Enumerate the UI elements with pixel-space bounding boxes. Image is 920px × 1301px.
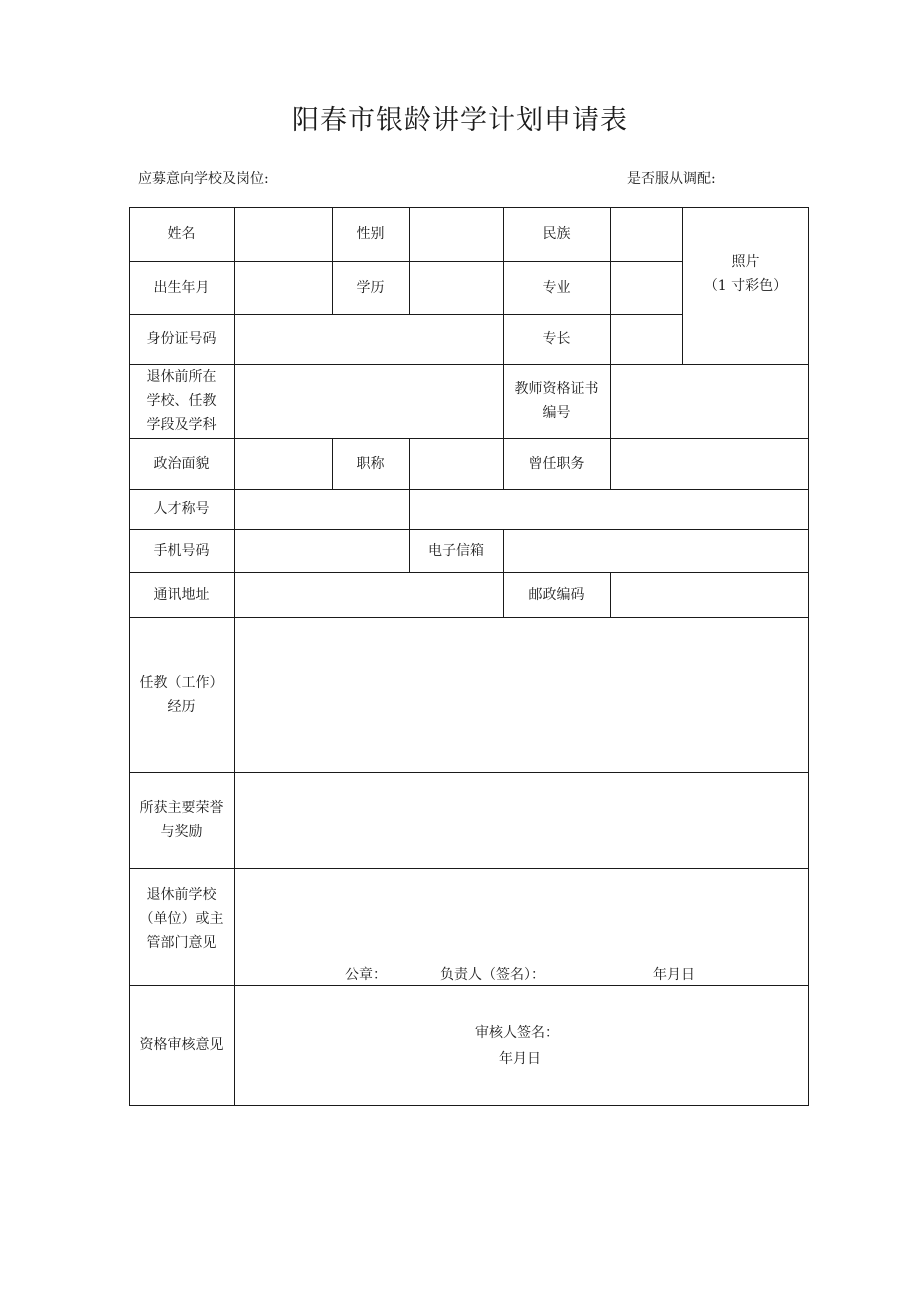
prev-school-label: 退休前所在 学校、任教 学段及学科	[146, 369, 217, 433]
reviewer-signature-label: 审核人签名：	[475, 1025, 559, 1041]
gender-label: 性别	[356, 226, 385, 242]
education-label: 学历	[356, 279, 385, 296]
specialty-label: 专长	[542, 331, 571, 347]
id-number-label: 身份证号码	[146, 331, 217, 347]
unit-date-label: 年月日	[653, 967, 695, 983]
talent-title-field[interactable]	[234, 489, 809, 529]
form-title: 阳春市银龄讲学计划申请表	[292, 105, 628, 136]
unit-seal-label: 公章：	[345, 967, 387, 983]
political-status-label: 政治面貌	[153, 455, 210, 472]
birth-field[interactable]	[234, 261, 332, 314]
mobile-field[interactable]	[234, 529, 409, 572]
unit-responsible-signature-label: 负责人（签名）：	[440, 967, 545, 983]
education-field[interactable]	[409, 261, 503, 314]
name-field[interactable]	[234, 207, 332, 261]
work-history-label: 任教（工作） 经历	[139, 674, 224, 715]
honors-label: 所获主要荣誉 与奖励	[139, 800, 224, 840]
address-field[interactable]	[234, 572, 503, 617]
prev-school-field[interactable]	[234, 364, 503, 438]
id-number-field[interactable]	[234, 314, 503, 364]
teacher-cert-field[interactable]	[610, 364, 809, 438]
email-field[interactable]	[503, 529, 809, 572]
honors-field[interactable]	[234, 772, 809, 868]
photo-size-note: （1 寸彩色）	[703, 277, 788, 294]
school-position-label: 应募意向学校及岗位:	[138, 171, 269, 187]
postcode-label: 邮政编码	[528, 586, 585, 603]
name-label: 姓名	[167, 226, 196, 242]
qualification-review-label: 资格审核意见	[139, 1037, 224, 1053]
review-date-label: 年月日	[499, 1051, 541, 1067]
work-history-field[interactable]	[234, 617, 809, 772]
specialty-field[interactable]	[610, 314, 682, 364]
photo-label: 照片	[731, 253, 760, 270]
mobile-label: 手机号码	[153, 542, 210, 559]
qualification-review-field[interactable]	[234, 985, 809, 1105]
former-duty-label: 曾任职务	[528, 455, 585, 472]
ethnicity-field[interactable]	[610, 207, 682, 261]
title-rank-label: 职称	[356, 455, 385, 472]
talent-title-label: 人才称号	[153, 501, 210, 517]
photo-box[interactable]	[682, 207, 809, 364]
teacher-cert-label: 教师资格证书 编号	[514, 381, 599, 421]
gender-field[interactable]	[409, 207, 503, 261]
email-label: 电子信箱	[428, 542, 484, 559]
accept-allocation-label: 是否服从调配:	[627, 171, 716, 187]
unit-opinion-label: 退休前学校 （单位）或主 管部门意见	[139, 886, 224, 951]
table-border-bottom	[129, 1105, 809, 1106]
major-field[interactable]	[610, 261, 682, 314]
title-rank-field[interactable]	[409, 438, 503, 489]
major-label: 专业	[542, 279, 571, 296]
application-form-table	[129, 207, 809, 1106]
political-status-field[interactable]	[234, 438, 332, 489]
address-label: 通讯地址	[153, 586, 210, 603]
postcode-field[interactable]	[610, 572, 809, 617]
former-duty-field[interactable]	[610, 438, 809, 489]
birth-label: 出生年月	[153, 279, 210, 296]
ethnicity-label: 民族	[542, 226, 571, 242]
